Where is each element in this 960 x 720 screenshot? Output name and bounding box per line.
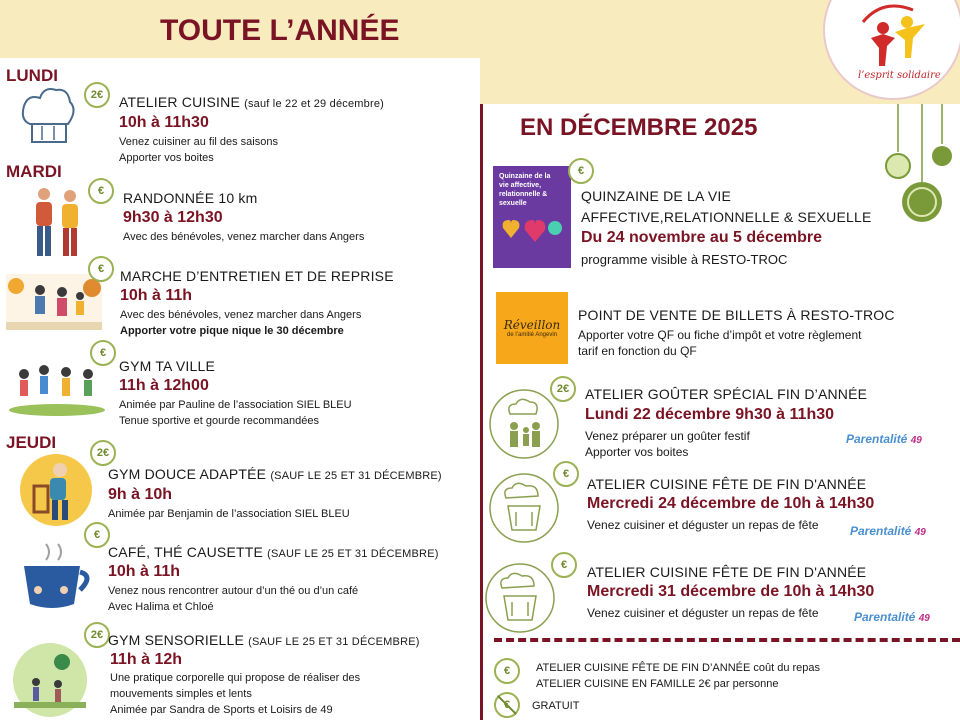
gouter-desc-2: Apporter vos boites	[585, 445, 689, 459]
cafe-desc-1: Venez nous rencontrer autour d’un thé ou d’un café	[108, 585, 359, 597]
legend-line-2: ATELIER CUISINE EN FAMILLE 2€ par personne	[536, 678, 779, 690]
price-badge: €	[553, 461, 579, 487]
reveillon-logo	[496, 292, 568, 364]
rando-title: RANDONNÉE 10 km	[123, 190, 258, 206]
cuisine24-title: ATELIER CUISINE FÊTE DE FIN D'ANNÉE	[587, 476, 867, 492]
family-chef-icon	[488, 388, 560, 460]
parentalite-logo: Parentalité 49	[846, 432, 922, 446]
price-badge: 2€	[550, 376, 576, 402]
price-badge: €	[494, 658, 520, 684]
parentalite-logo: Parentalité 49	[854, 610, 930, 624]
cuisine31-title: ATELIER CUISINE FÊTE DE FIN D'ANNÉE	[587, 564, 867, 580]
section-heading: EN DÉCEMBRE 2025	[520, 114, 758, 141]
cafe-desc-2: Avec Halima et Chloé	[108, 601, 214, 613]
sensorielle-desc-2: mouvements simples et lents	[110, 688, 252, 700]
gym-title: GYM TA VILLE	[119, 358, 216, 374]
price-badge: €	[568, 158, 594, 184]
column-divider	[480, 104, 483, 720]
quinzaine-title-1: QUINZAINE DE LA VIE	[581, 188, 732, 204]
cuisine31-desc-1: Venez cuisiner et déguster un repas de fête	[587, 606, 819, 620]
sensorielle-time: 11h à 12h	[110, 651, 183, 668]
price-badge: 2€	[90, 440, 116, 466]
marche-desc-1: Avec des bénévoles, venez marcher dans Angers	[120, 309, 362, 321]
quinzaine-title-2: AFFECTIVE,RELATIONNELLE & SEXUELLE	[581, 209, 872, 225]
quinzaine-desc-1: programme visible à RESTO-TROC	[581, 252, 788, 267]
sensorielle-desc-3: Animée par Sandra de Sports et Loisirs de 49	[110, 704, 333, 716]
logo-figures-icon	[825, 0, 960, 102]
logo-tagline: l’esprit solidaire	[858, 70, 941, 81]
header-band	[0, 0, 960, 58]
page-title: TOUTE L’ANNÉE	[160, 14, 400, 47]
gouter-title: ATELIER GOÛTER SPÉCIAL FIN D’ANNÉE	[585, 386, 868, 402]
lundi-desc-2: Apporter vos boites	[119, 152, 214, 164]
day-jeudi: JEUDI	[6, 433, 57, 452]
resto-troc-logo	[823, 0, 960, 100]
lundi-title: ATELIER CUISINE (sauf le 22 et 29 décembre)	[119, 94, 385, 110]
lundi-time: 10h à 11h30	[119, 114, 209, 131]
marche-time: 10h à 11h	[120, 287, 193, 304]
price-badge: 2€	[84, 82, 110, 108]
price-badge: 2€	[84, 622, 110, 648]
billets-title: POINT DE VENTE DE BILLETS À RESTO-TROC	[578, 307, 895, 323]
reveillon-logo-sub: de l’amitié Angevin	[506, 332, 558, 338]
coffee-cup-icon	[16, 540, 96, 616]
quinzaine-time: Du 24 novembre au 5 décembre	[581, 229, 822, 246]
gym-group-icon	[8, 360, 106, 416]
gymdouce-desc-1: Animée par Benjamin de l’association SIEL BLEU	[108, 508, 350, 520]
chef-group-icon	[484, 562, 556, 634]
cuisine24-time: Mercredi 24 décembre de 10h à 14h30	[587, 495, 875, 512]
rando-time: 9h30 à 12h30	[123, 209, 223, 226]
cafe-time: 10h à 11h	[108, 563, 181, 580]
reveillon-logo-text: Réveillon	[503, 318, 561, 332]
cafe-title: CAFÉ, THÉ CAUSETTE (SAUF LE 25 ET 31 DÉCEMBRE)	[108, 544, 439, 560]
sensorielle-desc-1: Une pratique corporelle qui propose de réaliser des	[110, 672, 361, 684]
billets-desc-2: tarif en fonction du QF	[578, 344, 697, 358]
marche-title: MARCHE D’ENTRETIEN ET DE REPRISE	[120, 268, 394, 284]
gym-desc-2: Tenue sportive et gourde recommandées	[119, 415, 319, 427]
price-badge: €	[88, 256, 114, 282]
price-badge: €	[551, 552, 577, 578]
hearts-icon	[499, 208, 565, 248]
legend-separator	[494, 638, 960, 642]
sensorielle-title: GYM SENSORIELLE (SAUF LE 25 ET 31 DÉCEMBRE)	[108, 632, 420, 648]
gym-douce-icon	[18, 452, 94, 528]
christmas-ornaments-icon	[880, 104, 960, 228]
gymdouce-title: GYM DOUCE ADAPTÉE (SAUF LE 25 ET 31 DÉCEMBRE)	[108, 466, 442, 482]
lundi-desc-1: Venez cuisiner au fil des saisons	[119, 136, 278, 148]
cuisine24-desc-1: Venez cuisiner et déguster un repas de fête	[587, 518, 819, 532]
rando-desc-1: Avec des bénévoles, venez marcher dans Angers	[123, 231, 365, 243]
cuisine31-time: Mercredi 31 décembre de 10h à 14h30	[587, 583, 875, 600]
gym-time: 11h à 12h00	[119, 377, 209, 394]
gym-desc-1: Animée par Pauline de l’association SIEL BLEU	[119, 399, 352, 411]
price-badge: €	[90, 340, 116, 366]
chef-hat-icon	[18, 84, 78, 150]
gouter-time: Lundi 22 décembre 9h30 à 11h30	[585, 406, 835, 423]
quinzaine-poster	[493, 166, 571, 268]
billets-desc-1: Apporter votre QF ou fiche d’impôt et votre règlement	[578, 328, 862, 342]
parentalite-logo: Parentalité 49	[850, 524, 926, 538]
poster-text: Quinzaine de la vie affective, relationnelle & sexuelle	[499, 173, 551, 207]
legend-line-1: ATELIER CUISINE FÊTE DE FIN D’ANNÉE coût du repas	[536, 662, 821, 674]
price-badge: €	[84, 522, 110, 548]
gouter-desc-1: Venez préparer un goûter festif	[585, 429, 750, 443]
sensory-gym-icon	[10, 642, 90, 718]
hikers-icon	[24, 184, 90, 264]
gymdouce-time: 9h à 10h	[108, 486, 173, 503]
walkers-icon	[6, 274, 102, 330]
price-badge: €	[88, 178, 114, 204]
legend-line-3: GRATUIT	[532, 700, 580, 712]
day-lundi: LUNDI	[6, 66, 58, 85]
day-mardi: MARDI	[6, 162, 62, 181]
chef-group-icon	[488, 472, 560, 544]
marche-desc-2: Apporter votre pique nique le 30 décembre	[120, 325, 344, 337]
